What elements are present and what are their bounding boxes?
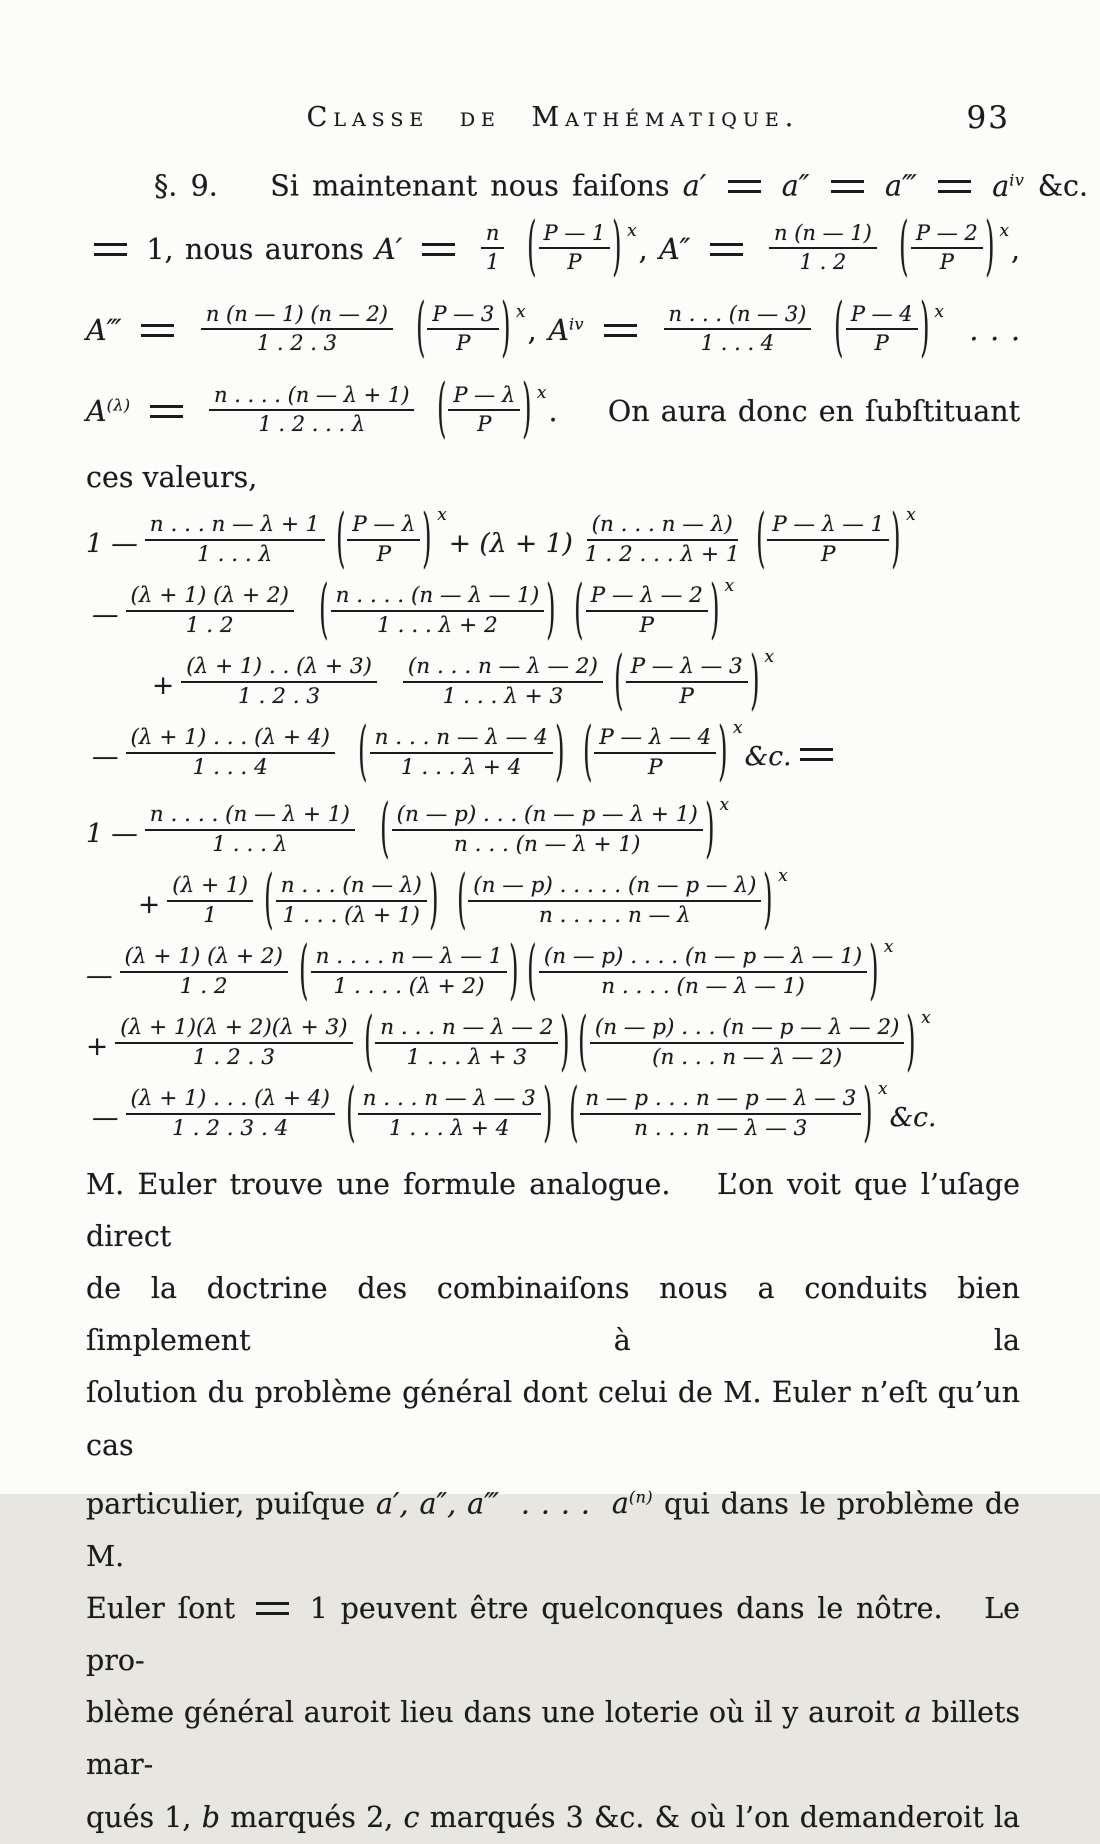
math-text: a″	[781, 169, 810, 203]
left-paren: (	[363, 1004, 373, 1080]
exponent: x	[934, 301, 944, 322]
closing-paragraph-line	[86, 1263, 1030, 1367]
fraction-denominator: 1 . 2 . . . λ	[258, 412, 366, 437]
left-paren: (	[299, 933, 309, 1009]
parenthesized-fraction	[455, 862, 788, 938]
right-paren: )	[612, 209, 622, 285]
equation-block-2-line	[86, 1004, 1020, 1082]
equation-block-1-line	[86, 572, 1026, 650]
fraction-denominator: P	[456, 331, 471, 356]
equals-sign	[800, 748, 833, 761]
math-fraction	[539, 945, 867, 999]
fraction-numerator: (λ + 1) . . . (λ + 4)	[126, 726, 335, 754]
fraction-numerator: n . . . (n — 3)	[664, 303, 812, 331]
superscript: (λ)	[106, 395, 131, 415]
fraction-denominator: P	[648, 755, 663, 781]
right-paren: )	[919, 290, 930, 366]
math-fraction	[347, 513, 420, 567]
parenthesized-fraction	[572, 572, 735, 648]
fraction-numerator: (n — p) . . . (n — p — λ + 1)	[392, 803, 703, 831]
closing-paragraph	[86, 1159, 1030, 1844]
spacer	[384, 685, 396, 686]
left-paren: (	[568, 1075, 578, 1151]
math-fraction	[767, 513, 889, 567]
text-run: particulier, puiſque	[86, 1487, 366, 1521]
right-paren: )	[863, 1075, 873, 1151]
text-run: ,	[638, 232, 648, 266]
fraction-numerator: P — λ — 2	[586, 584, 708, 612]
left-paren: (	[335, 501, 345, 577]
exponent: x	[906, 505, 916, 526]
text-run: nous aurons	[184, 232, 364, 266]
fraction-denominator: P	[639, 613, 654, 639]
text-run: Le pro-	[86, 1591, 1030, 1677]
math-text: —	[92, 1101, 119, 1133]
exponent: x	[724, 576, 735, 597]
fraction-numerator: P — λ — 3	[626, 655, 748, 683]
math-fraction	[626, 655, 748, 709]
math-fraction	[586, 584, 708, 638]
parenthesized-fraction	[378, 791, 730, 867]
spacer	[231, 195, 257, 196]
math-fraction	[580, 513, 745, 567]
equation-block-2-line	[86, 1075, 1026, 1153]
math-text: —	[86, 959, 113, 991]
exponent: x	[883, 937, 894, 958]
fraction-numerator: (λ + 1)	[167, 874, 253, 902]
text-run: Euler ſont	[86, 1591, 236, 1625]
fraction-denominator: 1 . 2 . 3 . 4	[172, 1116, 289, 1142]
fraction-denominator: 1 . 2 . . . λ + 1	[584, 542, 740, 568]
closing-paragraph-line	[86, 1159, 1030, 1263]
fraction-numerator: n . . . . (n — λ + 1)	[145, 803, 355, 831]
math-fraction	[201, 303, 393, 356]
right-paren: )	[522, 371, 532, 447]
fraction-denominator: 1 . . . λ	[212, 832, 288, 858]
math-text: &c.	[744, 740, 792, 772]
math-fraction	[594, 726, 716, 780]
fraction-numerator: n . . . n — λ + 1	[145, 513, 325, 541]
page-header	[86, 102, 1020, 150]
fraction-denominator: P	[477, 412, 492, 437]
text-run: billets mar-	[86, 1696, 1030, 1782]
math-text: + (λ + 1)	[448, 527, 573, 559]
math-text: +	[152, 669, 175, 701]
parenthesized-fraction	[525, 933, 894, 1009]
fraction-numerator: P — λ — 4	[594, 726, 716, 754]
closing-paragraph-line	[86, 1472, 1030, 1583]
right-paren: )	[705, 791, 715, 867]
exponent: x	[515, 301, 526, 322]
spacer	[684, 1193, 704, 1194]
equals-sign	[710, 243, 743, 256]
left-paren: (	[358, 714, 368, 790]
fraction-numerator: P — λ	[448, 384, 520, 412]
fraction-denominator: 1 . 2 . 3	[192, 1045, 275, 1071]
math-fraction	[331, 584, 545, 638]
parenthesized-fraction	[567, 1075, 888, 1151]
fraction-denominator: 1 . 2	[179, 974, 228, 1000]
math-text: a‴	[884, 169, 917, 203]
math-fraction	[311, 945, 508, 999]
closing-paragraph-line	[86, 1583, 1030, 1687]
parenthesized-fraction	[435, 371, 547, 447]
left-paren: (	[264, 862, 274, 938]
parenthesized-fraction	[344, 1075, 555, 1151]
parenthesized-fraction	[334, 501, 447, 577]
math-fraction	[590, 1016, 905, 1070]
intro-paragraph-line	[86, 156, 1088, 211]
closing-paragraph-line	[86, 1792, 1020, 1844]
fraction-numerator: (λ + 1) (λ + 2)	[126, 584, 294, 612]
parenthesized-fraction	[612, 643, 775, 719]
text-run: 1,	[146, 232, 174, 266]
equals-sign	[141, 324, 174, 337]
fraction-denominator: P	[821, 542, 836, 568]
fraction-denominator: 1 . . . 4	[700, 331, 775, 356]
right-paren: )	[985, 209, 995, 285]
page-number: 93	[966, 100, 1010, 136]
fraction-numerator: n . . . (n — λ)	[276, 874, 427, 902]
parenthesized-fraction	[754, 501, 916, 577]
fraction-numerator: (n . . . n — λ — 2)	[403, 655, 603, 683]
exponent: x	[764, 647, 775, 668]
exponent: x	[437, 505, 447, 526]
fraction-denominator: P	[376, 542, 392, 568]
fraction-denominator: P	[874, 331, 889, 356]
parenthesized-fraction	[356, 714, 567, 790]
intro-paragraph-line	[86, 373, 1020, 454]
math-text: a′	[682, 169, 707, 203]
parenthesized-fraction	[262, 862, 441, 938]
equals-sign	[422, 243, 455, 256]
left-paren: (	[527, 209, 537, 285]
fraction-denominator: 1 . 2 . 3	[256, 331, 337, 356]
left-paren: (	[319, 572, 329, 648]
left-paren: (	[527, 933, 537, 1009]
fraction-numerator: (λ + 1)(λ + 2)(λ + 3)	[115, 1016, 352, 1044]
math-text: —	[92, 740, 119, 772]
fraction-denominator: 1 . 2	[185, 613, 234, 639]
text-run: qués 1,	[86, 1800, 192, 1834]
math-fraction	[276, 874, 427, 928]
fraction-denominator: 1 . . . . (λ + 2)	[333, 974, 485, 1000]
equation-block-1	[86, 501, 1020, 792]
math-text: 1 —	[86, 817, 138, 849]
math-fraction	[580, 1087, 861, 1141]
fraction-denominator: (n . . . n — λ — 2)	[652, 1045, 843, 1071]
parenthesized-fraction	[525, 209, 637, 285]
math-fraction	[664, 303, 812, 356]
text-run: de la doctrine des combinaiſons nous a conduits bien ſimplement à la	[86, 1272, 1030, 1358]
fraction-numerator: (λ + 1) (λ + 2)	[120, 945, 288, 973]
equation-block-1-line	[86, 714, 1026, 792]
text-run: .	[548, 394, 558, 428]
right-paren: )	[891, 501, 901, 577]
fraction-denominator: 1 . . . λ + 2	[377, 613, 498, 639]
parenthesized-fraction	[414, 290, 526, 366]
fraction-numerator: n (n — 1) (n — 2)	[201, 303, 393, 331]
fraction-numerator: P — λ — 1	[767, 513, 889, 541]
text-run: ſolution du problème général dont celui de M. Euler n’eſt qu’un cas	[86, 1376, 1030, 1462]
left-paren: (	[582, 714, 592, 790]
right-paren: )	[560, 1004, 570, 1080]
math-fraction	[167, 874, 253, 928]
fraction-numerator: n . . . n — λ — 4	[370, 726, 553, 754]
closing-paragraph-line	[86, 1367, 1030, 1471]
text-run: §. 9.	[154, 169, 218, 203]
math-fraction	[481, 222, 505, 275]
right-paren: )	[869, 933, 879, 1009]
text-run: marqués 3 &c. & où l’on demanderoit la	[429, 1800, 1021, 1834]
equals-sign	[256, 1602, 289, 1615]
spacer	[301, 614, 315, 615]
math-fraction	[145, 513, 325, 567]
fraction-numerator: n . . . n — λ — 2	[375, 1016, 558, 1044]
fraction-denominator: P	[567, 250, 582, 275]
math-fraction	[448, 384, 520, 437]
math-text: b	[201, 1800, 220, 1834]
text-run: blème général auroit lieu dans une loterie où il y auroit	[86, 1696, 895, 1730]
spacer	[362, 833, 376, 834]
spacer	[955, 1617, 971, 1618]
math-text: $A^{iv}$	[548, 313, 585, 347]
equals-sign	[94, 243, 127, 256]
right-paren: )	[509, 933, 519, 1009]
equation-block-2	[86, 791, 1020, 1153]
intro-paragraph-line	[86, 454, 1020, 502]
math-text: A′	[375, 232, 403, 266]
fraction-numerator: n . . . . (n — λ + 1)	[209, 384, 414, 412]
math-fraction	[468, 874, 761, 928]
math-text: —	[92, 598, 119, 630]
math-fraction	[539, 222, 611, 275]
math-fraction	[120, 945, 288, 999]
math-fraction	[181, 655, 377, 709]
text-run: ,	[527, 313, 537, 347]
exponent: x	[921, 1008, 931, 1029]
math-fraction	[115, 1016, 352, 1070]
fraction-denominator: P	[939, 250, 954, 275]
fraction-denominator: P	[679, 684, 694, 710]
right-paren: )	[546, 572, 556, 648]
exponent: x	[999, 220, 1010, 241]
right-paren: )	[710, 572, 720, 648]
fraction-denominator: 1 . 2	[799, 250, 847, 275]
fraction-denominator: 1	[203, 903, 217, 929]
fraction-denominator: n . . . n — λ — 3	[634, 1116, 808, 1142]
math-text: A″	[659, 232, 691, 266]
left-paren: (	[574, 572, 584, 648]
equals-sign	[728, 180, 761, 193]
spacer	[569, 756, 579, 757]
equals-sign	[831, 180, 864, 193]
fraction-denominator: 1 . 2 . 3	[238, 684, 321, 710]
equation-block-1-line	[86, 643, 1086, 721]
fraction-denominator: 1 . . . λ	[197, 542, 273, 568]
fraction-denominator: 1 . . . 4	[192, 755, 268, 781]
running-title: Classe de Mathématique.	[306, 102, 800, 133]
left-paren: (	[614, 643, 624, 719]
fraction-denominator: 1 . . . λ + 4	[388, 1116, 510, 1142]
math-text: &c.	[889, 1101, 937, 1133]
text-run: ,	[1011, 232, 1021, 266]
text-run: On aura donc en ſubſtituant	[607, 394, 1021, 428]
math-text: c	[403, 1800, 420, 1834]
math-fraction	[209, 384, 414, 437]
fraction-denominator: 1 . . . λ + 4	[400, 755, 522, 781]
right-paren: )	[422, 501, 432, 577]
superscript: iv	[568, 314, 585, 334]
superscript: (n)	[628, 1487, 654, 1507]
right-paren: )	[501, 290, 511, 366]
equation-block-1-line	[86, 501, 1020, 579]
exponent: x	[627, 220, 637, 241]
parenthesized-fraction	[832, 290, 944, 366]
exponent: x	[778, 866, 788, 887]
right-paren: )	[543, 1075, 553, 1151]
intro-paragraph-line	[86, 211, 1020, 292]
text-run: qui dans le problème de M.	[86, 1487, 1030, 1573]
math-text: . . .	[957, 313, 1021, 347]
exponent: x	[536, 382, 547, 403]
left-paren: (	[436, 371, 447, 447]
math-text: $a^{(n)}$	[611, 1487, 654, 1521]
left-paren: (	[834, 290, 844, 366]
equation-block-2-line	[86, 791, 1020, 869]
math-fraction	[911, 222, 983, 275]
fraction-numerator: (n — p) . . . . . (n — p — λ)	[468, 874, 761, 902]
fraction-numerator: P — 3	[427, 303, 499, 331]
math-text: 1 —	[86, 527, 138, 559]
parenthesized-fraction	[581, 714, 743, 790]
math-fraction	[126, 1087, 335, 1141]
equals-sign	[938, 180, 971, 193]
right-paren: )	[749, 643, 760, 719]
fraction-numerator: n . . . . n — λ — 1	[311, 945, 508, 973]
fraction-numerator: (n . . . n — λ)	[587, 513, 738, 541]
fraction-numerator: P — 2	[911, 222, 983, 250]
exponent: x	[733, 718, 743, 739]
parenthesized-fraction	[897, 209, 1010, 285]
fraction-numerator: n . . . . (n — λ — 1)	[331, 584, 545, 612]
left-paren: (	[415, 290, 426, 366]
exponent: x	[719, 795, 730, 816]
equation-block-2-line	[86, 862, 1072, 940]
fraction-numerator: (λ + 1) . . . (λ + 4)	[126, 1087, 335, 1115]
equals-sign	[604, 324, 637, 337]
math-fraction	[370, 726, 553, 780]
fraction-numerator: P — 4	[846, 303, 918, 331]
equation-block-2-line	[86, 933, 1020, 1011]
text-run: L’on voit que l’uſage direct	[86, 1167, 1030, 1253]
right-paren: )	[763, 862, 773, 938]
math-text: a	[904, 1696, 922, 1730]
math-fraction	[392, 803, 703, 857]
spacer	[569, 420, 597, 421]
fraction-numerator: n	[481, 222, 505, 250]
fraction-numerator: (λ + 1) . . (λ + 3)	[181, 655, 377, 683]
math-text: . . . .	[509, 1487, 601, 1521]
fraction-numerator: P — λ	[347, 513, 420, 541]
math-fraction	[427, 303, 499, 356]
text-run: marqués 2,	[230, 1800, 394, 1834]
right-paren: )	[906, 1004, 916, 1080]
text-run: ces valeurs,	[86, 460, 258, 494]
left-paren: (	[755, 501, 765, 577]
intro-paragraph-line	[86, 292, 1020, 373]
spacer	[443, 904, 453, 905]
left-paren: (	[380, 791, 390, 867]
spacer	[560, 614, 570, 615]
spacer	[342, 756, 354, 757]
text-run: M. Euler trouve une formule analogue.	[86, 1167, 671, 1201]
closing-paragraph-line	[86, 1687, 1030, 1791]
fraction-numerator: n . . . n — λ — 3	[358, 1087, 541, 1115]
fraction-numerator: (n — p) . . . (n — p — λ — 2)	[590, 1016, 905, 1044]
math-fraction	[126, 726, 335, 780]
left-paren: (	[346, 1075, 356, 1151]
equals-sign	[150, 405, 183, 418]
parenthesized-fraction	[576, 1004, 931, 1080]
math-fraction	[375, 1016, 558, 1070]
parenthesized-fraction	[362, 1004, 573, 1080]
math-fraction	[145, 803, 355, 857]
fraction-denominator: n . . . (n — λ + 1)	[453, 832, 641, 858]
math-fraction	[769, 222, 877, 275]
left-paren: (	[899, 209, 909, 285]
math-fraction	[846, 303, 918, 356]
text-run: 1 peuvent être quelconques dans le nôtre.	[309, 1591, 943, 1625]
intro-paragraph	[86, 156, 1089, 502]
exponent: x	[877, 1079, 888, 1100]
fraction-numerator: P — 1	[539, 222, 611, 250]
fraction-numerator: (n — p) . . . . (n — p — λ — 1)	[539, 945, 867, 973]
text-run: &c.	[1037, 169, 1089, 203]
fraction-denominator: 1 . . . λ + 3	[406, 1045, 528, 1071]
fraction-denominator: n . . . . . n — λ	[538, 903, 691, 929]
left-paren: (	[456, 862, 466, 938]
math-text: +	[86, 1030, 109, 1062]
fraction-denominator: 1	[486, 250, 500, 275]
fraction-denominator: 1 . . . (λ + 1)	[282, 903, 420, 929]
right-paren: )	[718, 714, 728, 790]
math-text: $a^{iv}$	[992, 169, 1025, 203]
math-text: a′, a″, a‴	[376, 1487, 499, 1521]
fraction-numerator: n — p . . . n — p — λ — 3	[580, 1087, 861, 1115]
right-paren: )	[555, 714, 565, 790]
left-paren: (	[578, 1004, 588, 1080]
parenthesized-fraction	[317, 572, 558, 648]
spacer	[557, 1117, 565, 1118]
fraction-numerator: n (n — 1)	[769, 222, 877, 250]
math-fraction	[358, 1087, 541, 1141]
text-run: Si maintenant nous faiſons	[270, 169, 670, 203]
right-paren: )	[429, 862, 439, 938]
math-fraction	[126, 584, 294, 638]
math-text: $A^{(\lambda)}$	[86, 394, 131, 428]
math-fraction	[403, 655, 603, 709]
fraction-denominator: n . . . . (n — λ — 1)	[601, 974, 805, 1000]
math-text: A‴	[86, 313, 122, 347]
parenthesized-fraction	[297, 933, 521, 1009]
math-text: +	[138, 888, 161, 920]
superscript: iv	[1009, 170, 1025, 189]
fraction-denominator: 1 . . . λ + 3	[442, 684, 564, 710]
